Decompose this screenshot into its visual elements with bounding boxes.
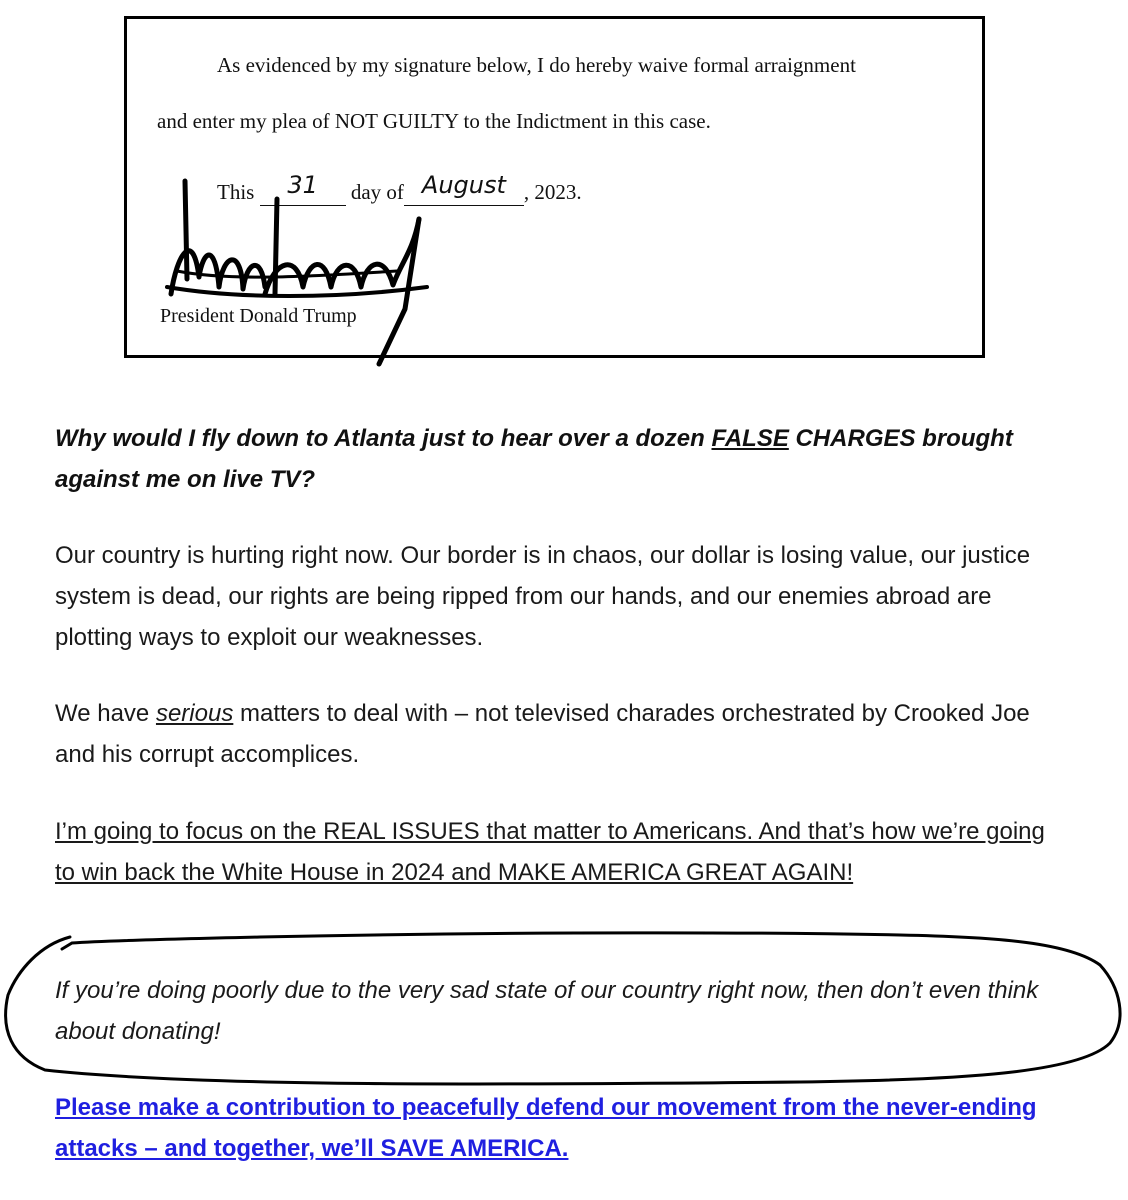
court-document-excerpt	[124, 16, 985, 358]
headline-part-2: CHARGES brought against me on live TV?	[55, 425, 1013, 493]
date-middle: day of	[350, 180, 404, 204]
date-suffix: , 2023.	[523, 180, 582, 204]
signature-image	[157, 159, 447, 369]
contribution-link[interactable]: Please make a contribution to peacefully defend our movement from the never-ending attacks – and together, we’ll SAVE AMERICA.	[55, 1094, 1037, 1162]
signer-name: President Donald Trump	[160, 305, 357, 327]
paragraph-1: Our country is hurting right now. Our border is in chaos, our dollar is losing value, our justice system is dead, our rights are being ripped from our hands, and our enemies abroad are plotting ways to exploit our weaknesses.	[55, 542, 1031, 651]
headline-part-1: Why would I fly down to Atlanta just to hear over a dozen	[55, 425, 712, 452]
headline-emphasis: FALSE	[711, 425, 789, 452]
paragraph-2-part-1: We have	[55, 700, 156, 727]
handwritten-month: August	[421, 171, 506, 199]
circled-text: If you’re doing poorly due to the very sad state of our country right now, then don’t even think about donating!	[55, 977, 1039, 1045]
waiver-line-2: and enter my plea of NOT GUILTY to the Indictment in this case.	[157, 109, 711, 133]
waiver-line-1: As evidenced by my signature below, I do hereby waive formal arraignment	[217, 53, 856, 77]
paragraph-3: I’m going to focus on the REAL ISSUES that matter to Americans. And that’s how we’re going to win back the White House in 2024 and MAKE AMERICA GREAT AGAIN!	[55, 818, 1045, 886]
paragraph-2	[55, 693, 1065, 775]
headline	[55, 418, 1065, 500]
handwritten-day: 31	[287, 171, 318, 199]
paragraph-2-emphasis: serious	[155, 700, 234, 727]
date-prefix: This	[217, 180, 255, 204]
paragraph-2-part-2: matters to deal with – not televised charades orchestrated by Crooked Joe and his corrupt accomplices.	[55, 700, 1030, 768]
